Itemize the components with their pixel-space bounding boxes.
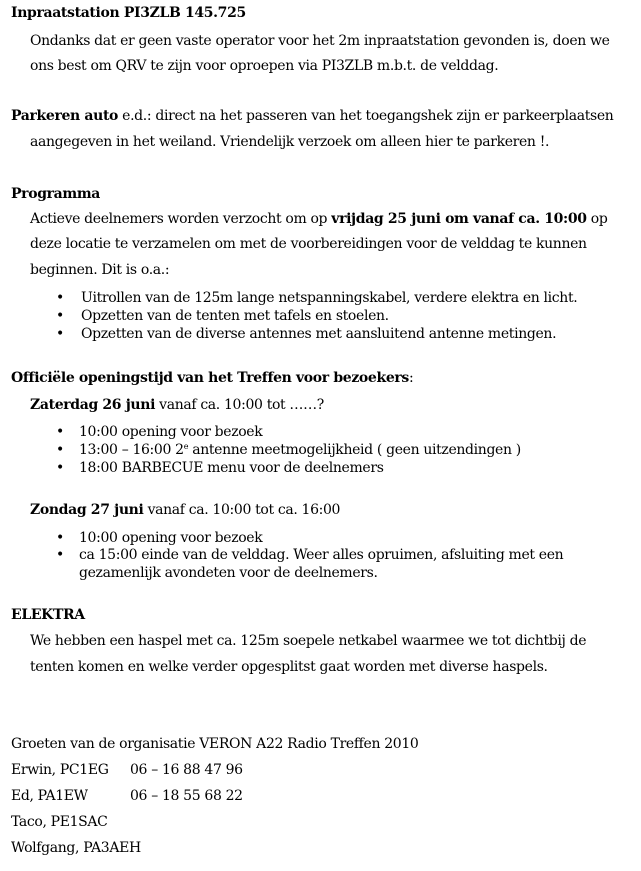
zondag-line [30,502,340,518]
zondag-times: vanaf ca. 10:00 tot ca. 16:00 [143,502,341,518]
superscript-e: e [183,442,189,451]
zondag-bullet-1: 10:00 opening voor bezoek [79,530,263,546]
contact-phone: 06 – 18 55 68 22 [130,788,243,804]
programma-date-highlight: vrijdag 25 juni om vanaf ca. 10:00 [331,211,587,227]
bullet-icon: • [56,308,65,324]
zaterdag-bullet-1: 10:00 opening voor bezoek [79,424,263,440]
inpraat-line-1: Ondanks dat er geen vaste operator voor het 2m inpraatstation gevonden is, doen we [30,33,610,49]
bullet-icon: • [56,326,65,342]
contact-name: Erwin, PC1EG [11,762,109,778]
parkeren-line-2: aangegeven in het weiland. Vriendelijk verzoek om alleen hier te parkeren !. [30,134,550,150]
heading-inpraatstation: Inpraatstation PI3ZLB 145.725 [11,5,246,21]
bullet-icon: • [56,290,65,306]
zaterdag-bullet-2 [79,442,521,458]
elektra-line-2: tenten komen en welke verder opgesplitst gaat worden met diverse haspels. [30,659,548,675]
contact-phone: 06 – 16 88 47 96 [130,762,243,778]
programma-bullet-2: Opzetten van de tenten met tafels en stoelen. [81,308,389,324]
heading-parkeren: Parkeren auto [11,108,119,124]
heading-openingstijd: Officiële openingstijd van het Treffen voor bezoekers [11,370,409,386]
bullet-icon: • [56,424,65,440]
zondag-bullet-2: ca 15:00 einde van de velddag. Weer alles opruimen, afsluiting met een [79,547,564,563]
zaterdag-times: vanaf ca. 10:00 tot ……? [155,397,324,413]
inpraat-line-2: ons best om QRV te zijn voor oproepen via PI3ZLB m.b.t. de velddag. [30,58,499,74]
bullet-icon: • [56,530,65,546]
programma-bullet-1: Uitrollen van de 125m lange netspanningskabel, verdere elektra en licht. [81,290,578,306]
zaterdag-bullet-2-time: 13:00 – 16:00 2 [79,442,184,458]
zaterdag-bullet-2-text: antenne meetmogelijkheid ( geen uitzendingen ) [188,442,521,458]
programma-text-end: op [586,211,608,227]
bullet-icon: • [56,547,65,563]
zaterdag-bullet-3: 18:00 BARBECUE menu voor de deelnemers [79,460,384,476]
zondag-bullet-2-cont: gezamenlijk avondeten voor de deelnemers. [79,565,378,581]
contact-name: Wolfgang, PA3AEH [11,840,141,856]
programma-bullet-3: Opzetten van de diverse antennes met aansluitend antenne metingen. [81,326,557,342]
bullet-icon: • [56,442,65,458]
groeten-intro: Groeten van de organisatie VERON A22 Radio Treffen 2010 [11,736,419,752]
programma-line-1 [30,211,607,227]
openingstijd-heading-line [11,370,413,386]
programma-line-3: beginnen. Dit is o.a.: [30,262,170,278]
zondag-label: Zondag 27 juni [30,502,144,518]
bullet-icon: • [56,460,65,476]
parkeren-text: e.d.: direct na het passeren van het toegangshek zijn er parkeerplaatsen [118,108,614,124]
elektra-line-1: We hebben een haspel met ca. 125m soepele netkabel waarmee we tot dichtbij de [30,633,587,649]
contact-name: Taco, PE1SAC [11,814,108,830]
parkeren-line-1 [11,108,613,124]
heading-programma: Programma [11,186,101,202]
heading-elektra: ELEKTRA [11,607,85,623]
heading-colon: : [408,370,414,386]
zaterdag-label: Zaterdag 26 juni [30,397,156,413]
contact-name: Ed, PA1EW [11,788,88,804]
programma-line-2: deze locatie te verzamelen om met de voorbereidingen voor de velddag te kunnen [30,236,587,252]
programma-text: Actieve deelnemers worden verzocht om op [30,211,332,227]
zaterdag-line [30,397,324,413]
